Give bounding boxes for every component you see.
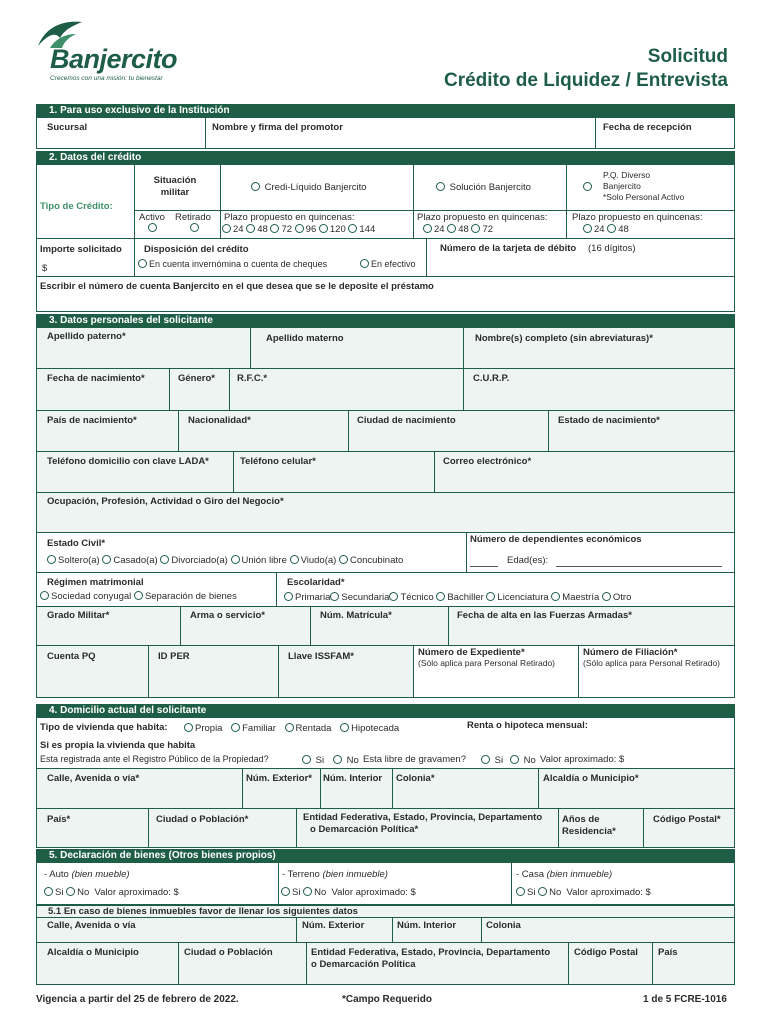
grado-militar-label: Grado Militar* xyxy=(47,610,110,621)
campo-requerido-note: *Campo Requerido xyxy=(342,994,433,1005)
expediente-note: (Sólo aplica para Personal Retirado) xyxy=(418,658,556,668)
apellido-materno-label: Apellido materno xyxy=(266,333,344,344)
cuenta-deposito-label: Escribir el número de cuenta Banjercito en el que desea que se le deposite el préstamo xyxy=(40,281,434,292)
terreno-options[interactable]: Si No Valor aproximado: $ xyxy=(281,887,416,898)
filiacion-note: (Sólo aplica para Personal Retirado) xyxy=(583,658,721,668)
logo xyxy=(34,18,194,88)
alcaldia-label: Alcaldía o Municipio* xyxy=(543,773,639,784)
bien-calle-label: Calle, Avenida o vía xyxy=(47,920,136,931)
pq-diverso-label: P.Q. Diverso xyxy=(603,170,651,180)
num-exterior-label: Núm. Exterior* xyxy=(246,773,312,784)
credi-liquido-option[interactable]: Credi-Líquido Banjercito xyxy=(251,182,367,193)
section-1-header: 1. Para uso exclusivo de la Institución xyxy=(36,104,735,117)
bien-cp-label: Código Postal xyxy=(574,947,638,958)
disposicion-label: Disposición del crédito xyxy=(144,244,249,255)
solucion-option[interactable]: Solución Banjercito xyxy=(436,182,531,193)
gravamen-si[interactable]: Si xyxy=(481,755,503,766)
bien-colonia-label: Colonia xyxy=(486,920,521,931)
tarjeta-note: (16 dígitos) xyxy=(588,243,636,254)
sucursal-label: Sucursal xyxy=(47,122,88,133)
bien-pais-label: País xyxy=(658,947,678,958)
arma-servicio-label: Arma o servicio* xyxy=(190,610,265,621)
registrada-no[interactable]: No xyxy=(333,755,359,766)
activo-radio[interactable] xyxy=(148,223,159,234)
plazo-label-2: Plazo propuesto en quincenas: xyxy=(417,212,548,223)
dependientes-label: Número de dependientes económicos xyxy=(470,534,642,545)
plazo-label-3: Plazo propuesto en quincenas: xyxy=(572,212,703,223)
promotor-label: Nombre y firma del promotor xyxy=(212,122,343,133)
bien-num-exterior-label: Núm. Exterior xyxy=(302,920,365,931)
edades-label: Edad(es): xyxy=(507,555,549,566)
calle-label: Calle, Avenida o vía* xyxy=(47,773,140,784)
registrada-label: Esta registrada ante el Registro Público de la Propiedad? xyxy=(40,754,269,764)
pais-nacimiento-label: País de nacimiento* xyxy=(47,415,137,426)
escolaridad-label: Escolaridad* xyxy=(287,577,345,588)
demarcacion-label: o Demarcación Política* xyxy=(310,824,419,835)
plazo-label-1: Plazo propuesto en quincenas: xyxy=(224,212,355,223)
casa-options[interactable]: Si No Valor aproximado: $ xyxy=(516,887,651,898)
expediente-label: Número de Expediente* xyxy=(418,647,525,658)
bien-entidad-label: Entidad Federativa, Estado, Provincia, Departamento xyxy=(311,947,551,958)
section-51-header: 5.1 En caso de bienes inmuebles favor de llenar los siguientes datos xyxy=(48,906,358,917)
correo-label: Correo electrónico* xyxy=(443,456,532,467)
tipo-credito-label: Tipo de Crédito: xyxy=(40,201,113,212)
bien-alcaldia-label: Alcaldía o Municipio xyxy=(47,947,139,958)
renta-label: Renta o hipoteca mensual: xyxy=(467,720,588,731)
logo-tagline: Crecemos con una misión: tu bienestar xyxy=(50,75,163,82)
fecha-alta-label: Fecha de alta en las Fuerzas Armadas* xyxy=(457,610,632,621)
disp-efectivo-option[interactable]: En efectivo xyxy=(360,259,416,269)
gravamen-no[interactable]: No xyxy=(510,755,536,766)
casa-label: - Casa (bien inmueble) xyxy=(516,869,613,880)
plazo-options-3[interactable]: 24 48 xyxy=(583,224,629,235)
registrada-si[interactable]: Si xyxy=(302,755,324,766)
rfc-label: R.F.C.* xyxy=(237,373,268,384)
page-number: 1 de 5 FCRE-1016 xyxy=(643,994,727,1005)
solo-activo-note: *Solo Personal Activo xyxy=(603,192,685,202)
escolaridad-options[interactable]: Primaria Secundaria Técnico Bachiller Licenciatura Maestría Otro xyxy=(284,592,631,603)
estado-nacimiento-label: Estado de nacimiento* xyxy=(558,415,660,426)
si-propia-label: Si es propia la vivienda que habita xyxy=(40,740,196,751)
situacion-militar-label: Situación militar xyxy=(153,175,197,198)
auto-label: - Auto (bien mueble) xyxy=(44,869,130,880)
retirado-radio[interactable] xyxy=(190,223,201,234)
tarjeta-label: Número de la tarjeta de débito xyxy=(440,243,577,254)
dollar-sign: $ xyxy=(42,263,48,274)
libre-gravamen-label: Esta libre de gravamen? xyxy=(363,754,466,765)
form-title: Solicitud xyxy=(647,46,728,67)
matricula-label: Núm. Matrícula* xyxy=(320,610,392,621)
tipo-vivienda-options[interactable]: Propia Familiar Rentada Hipotecada xyxy=(184,723,399,734)
section-5-header: 5. Declaración de bienes (Otros bienes propios) xyxy=(36,849,735,862)
regimen-options[interactable]: Sociedad conyugal Separación de bienes xyxy=(40,591,237,602)
terreno-label: - Terreno (bien inmueble) xyxy=(282,869,388,880)
curp-label: C.U.R.P. xyxy=(473,373,510,384)
section-4-header: 4. Domicilio actual del solicitante xyxy=(36,704,735,717)
vigencia-text: Vigencia a partir del 25 de febrero de 2022. xyxy=(36,994,239,1005)
activo-label: Activo xyxy=(139,212,165,223)
genero-label: Género* xyxy=(178,373,215,384)
auto-options[interactable]: Si No Valor aproximado: $ xyxy=(44,887,179,898)
plazo-options-2[interactable]: 24 48 72 xyxy=(423,224,493,235)
bien-ciudad-label: Ciudad o Población xyxy=(184,947,273,958)
disp-cuenta-option[interactable]: En cuenta invernómina o cuenta de cheques xyxy=(138,259,327,269)
importe-label: Importe solicitado xyxy=(40,244,122,255)
id-per-label: ID PER xyxy=(158,651,190,662)
fecha-recepcion-label: Fecha de recepción xyxy=(603,122,692,133)
section-3-header: 3. Datos personales del solicitante xyxy=(36,314,735,327)
colonia-label: Colonia* xyxy=(396,773,435,784)
form-subtitle: Crédito de Liquidez / Entrevista xyxy=(444,70,728,91)
apellido-paterno-label: Apellido paterno* xyxy=(47,331,126,342)
pais-label: País* xyxy=(47,814,71,825)
estado-civil-options[interactable]: Soltero(a) Casado(a) Divorciado(a) Unión libre Viudo(a) Concubinato xyxy=(47,555,403,566)
retirado-label: Retirado xyxy=(175,212,211,223)
cuenta-pq-label: Cuenta PQ xyxy=(47,651,96,662)
ciudad-label: Ciudad o Población* xyxy=(156,814,249,825)
tipo-vivienda-label: Tipo de vivienda que habita: xyxy=(40,722,168,733)
codigo-postal-label: Código Postal* xyxy=(653,814,721,825)
issfam-label: Llave ISSFAM* xyxy=(288,651,354,662)
anios-label: Años de xyxy=(562,814,600,825)
num-interior-label: Núm. Interior xyxy=(323,773,383,784)
estado-civil-label: Estado Civil* xyxy=(47,538,106,549)
ocupacion-label: Ocupación, Profesión, Actividad o Giro del Negocio* xyxy=(47,496,284,507)
nombre-label: Nombre(s) completo (sin abreviaturas)* xyxy=(475,333,653,344)
residencia-label: Residencia* xyxy=(562,826,616,837)
logo-name: Banjercito xyxy=(50,44,178,74)
entidad-label: Entidad Federativa, Estado, Provincia, Departamento xyxy=(303,812,543,823)
filiacion-label: Número de Filiación* xyxy=(583,647,678,658)
telefono-domicilio-label: Teléfono domicilio con clave LADA* xyxy=(47,456,209,467)
bien-demarcacion-label: o Demarcación Política xyxy=(311,959,416,970)
pq-diverso-option[interactable] xyxy=(583,182,594,193)
nacionalidad-label: Nacionalidad* xyxy=(188,415,251,426)
regimen-label: Régimen matrimonial xyxy=(47,577,144,588)
pq-banjercito-label: Banjercito xyxy=(603,181,641,191)
fecha-nacimiento-label: Fecha de nacimiento* xyxy=(47,373,145,384)
plazo-options-1[interactable]: 24 48 72 96 120 144 xyxy=(222,224,375,235)
section-2-header: 2. Datos del crédito xyxy=(36,151,735,164)
bien-num-interior-label: Núm. Interior xyxy=(397,920,457,931)
ciudad-nacimiento-label: Ciudad de nacimiento xyxy=(357,415,456,426)
telefono-celular-label: Teléfono celular* xyxy=(240,456,316,467)
valor-aprox-label: Valor aproximado: $ xyxy=(540,754,625,765)
